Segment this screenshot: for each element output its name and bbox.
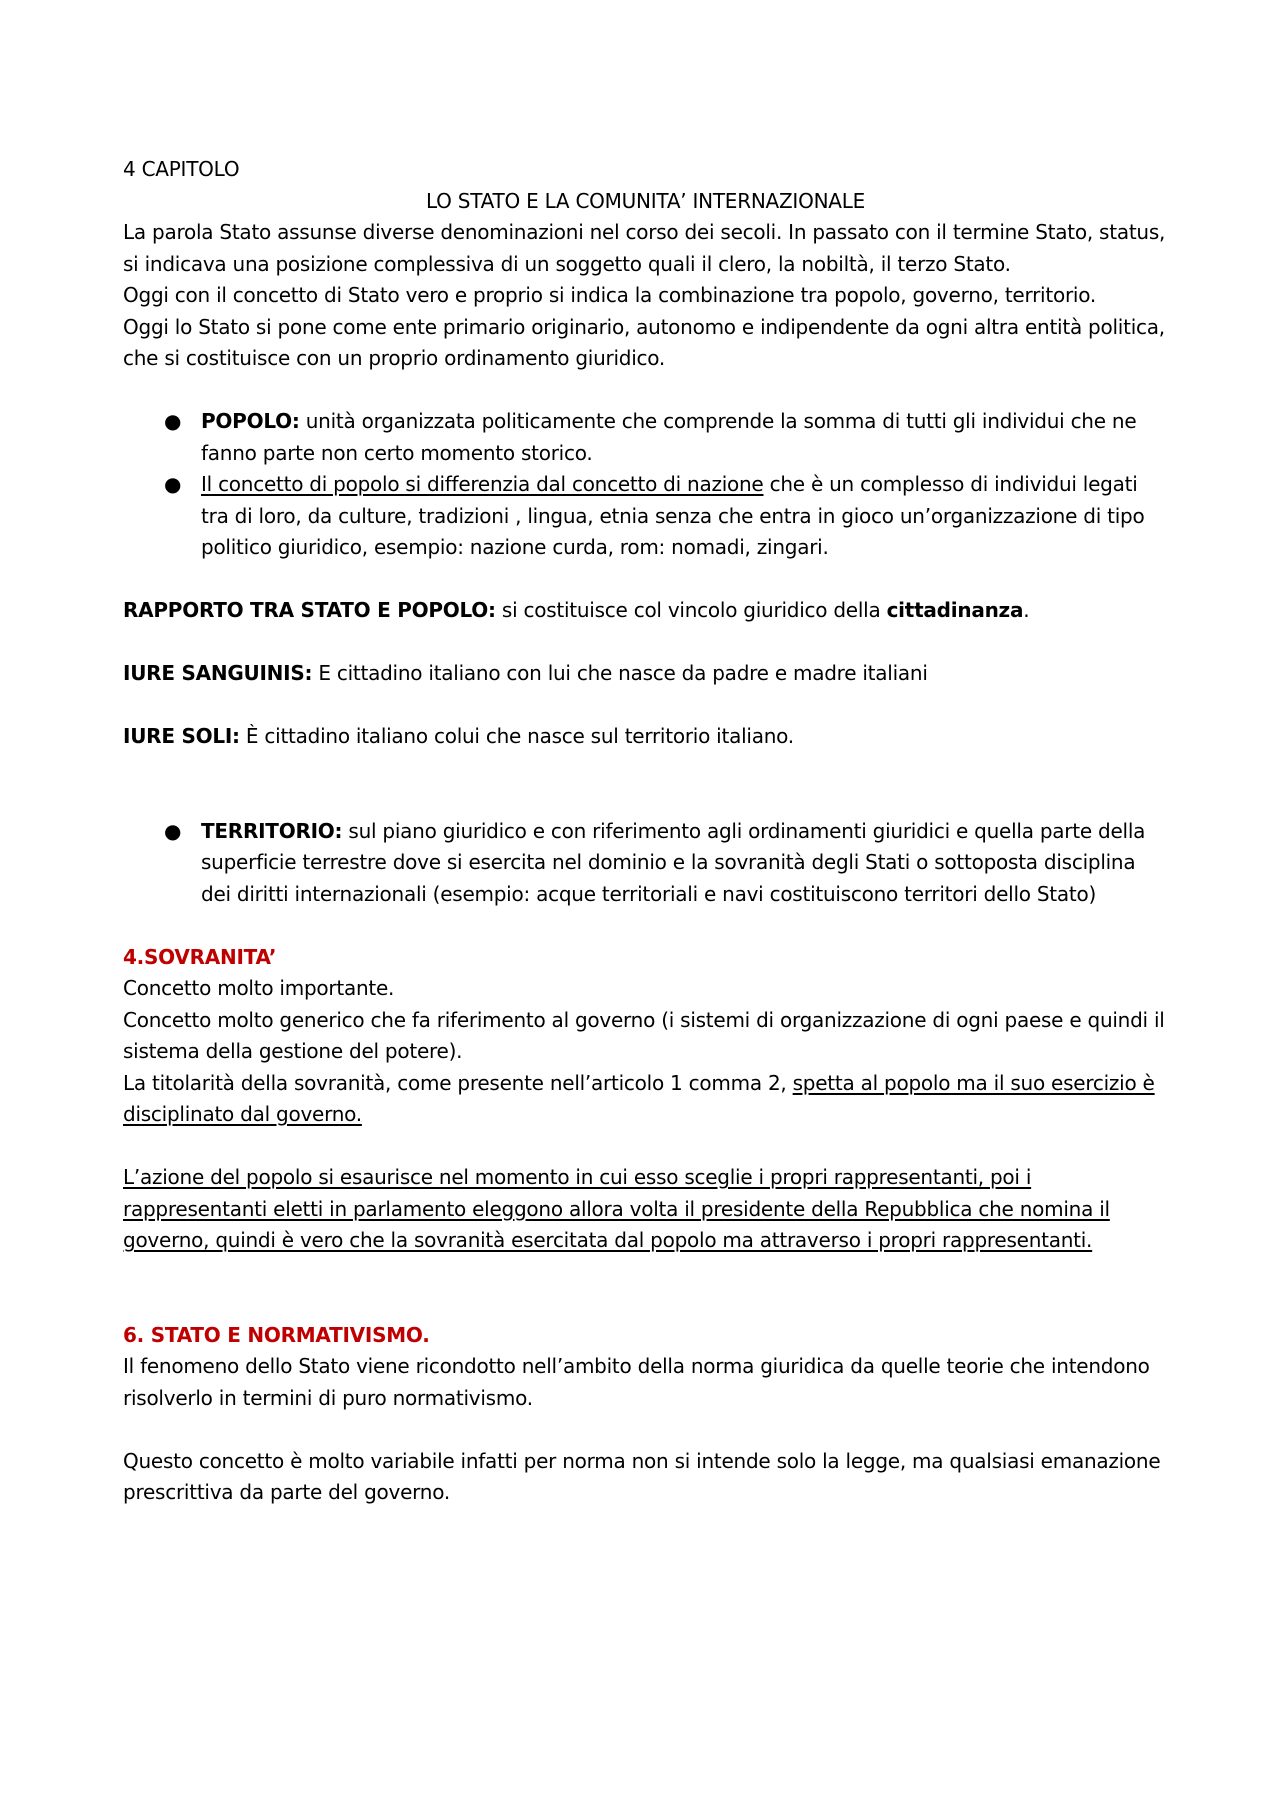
rapporto-text: si costituisce col vincolo giuridico della	[495, 598, 887, 622]
nazione-text: che è un complesso di individui legati tra di loro, da culture, tradizioni , lingua, etnia senza che entra in gioco un’organizzazione di tipo politico giuridico, esempio: nazione curda, rom: nomadi, zingari.	[201, 472, 1145, 559]
spacer	[123, 375, 1168, 407]
spacer	[123, 1414, 1168, 1446]
territorio-label: TERRITORIO:	[201, 818, 343, 843]
spacer	[123, 1131, 1168, 1163]
sovranita-paragraph-1: Concetto molto importante.	[123, 976, 395, 1000]
soli-text: È cittadino italiano colui che nasce sul territorio italiano.	[239, 724, 794, 748]
spacer	[123, 690, 1168, 722]
bullet-list-territorio	[123, 816, 1168, 911]
sovranita-heading: 4.SOVRANITA’	[123, 944, 277, 969]
bullet-icon: ●	[164, 472, 182, 496]
territorio-text: sul piano giuridico e con riferimento agli ordinamenti giuridici e quella parte della superficie terrestre dove si esercita nel dominio e la sovranità degli Stati o sottoposta disciplina dei diritti internazionali (esempio: acque territoriali e navi costituiscono territori dello Stato)	[201, 818, 1146, 906]
spacer	[123, 1288, 1168, 1320]
sovranita-paragraph-4: L’azione del popolo si esaurisce nel momento in cui esso sceglie i propri rappresentanti, poi i rappresentanti eletti in parlamento eleggono allora volta il presidente della Repubblica che nomina il governo, quindi è vero che la sovranità esercitata dal popolo ma attraverso i propri rappresentanti.	[123, 1165, 1110, 1252]
normativismo-paragraph-1: Il fenomeno dello Stato viene ricondotto nell’ambito della norma giuridica da quelle teorie che intendono risolverlo in termini di puro normativismo.	[123, 1354, 1150, 1410]
soli-paragraph	[123, 721, 1168, 753]
bullet-item-territorio	[123, 816, 1168, 911]
rapporto-period: .	[1023, 598, 1030, 622]
sovranita-p3-underlined: spetta al popolo ma il suo esercizio è disciplinato dal governo.	[123, 1070, 1155, 1126]
nazione-underlined: Il concetto di popolo si differenzia dal concetto di nazione	[201, 472, 764, 496]
bullet-item-popolo	[123, 406, 1168, 469]
spacer	[123, 753, 1168, 785]
rapporto-bold-term: cittadinanza	[886, 598, 1024, 622]
spacer	[123, 564, 1168, 596]
chapter-label: 4 CAPITOLO	[123, 157, 240, 181]
sovranita-paragraph-3	[123, 1068, 1168, 1131]
normativismo-paragraph-2: Questo concetto è molto variabile infatti per norma non si intende solo la legge, ma qualsiasi emanazione prescrittiva da parte del governo.	[123, 1448, 1161, 1504]
bullet-item-nazione	[123, 469, 1168, 564]
popolo-label: POPOLO:	[201, 409, 300, 433]
sovranita-paragraph-2: Concetto molto generico che fa riferimento al governo (i sistemi di organizzazione di ogni paese e quindi il sistema della gestione del potere).	[123, 1007, 1165, 1063]
intro-paragraph-1: La parola Stato assunse diverse denominazioni nel corso dei secoli. In passato con il termine Stato, status, si indicava una posizione complessiva di un soggetto quali il clero, la nobiltà, il terzo Stato.	[123, 220, 1166, 276]
rapporto-paragraph	[123, 595, 1168, 627]
document-title: LO STATO E LA COMUNITA’ INTERNAZIONALE	[425, 188, 865, 213]
rapporto-label: RAPPORTO TRA STATO E POPOLO:	[123, 598, 496, 622]
intro-paragraph-2: Oggi con il concetto di Stato vero e proprio si indica la combinazione tra popolo, governo, territorio.	[123, 283, 1096, 307]
spacer	[123, 910, 1168, 942]
sanguinis-label: IURE SANGUINIS:	[123, 661, 313, 685]
sovranita-p3-text: La titolarità della sovranità, come presente nell’articolo 1 comma 2,	[123, 1070, 793, 1095]
popolo-text: unità organizzata politicamente che comprende la somma di tutti gli individui che ne fanno parte non certo momento storico.	[201, 409, 1137, 465]
intro-paragraph-3: Oggi lo Stato si pone come ente primario originario, autonomo e indipendente da ogni altra entità politica, che si costituisce con un proprio ordinamento giuridico.	[123, 314, 1165, 370]
normativismo-heading: 6. STATO E NORMATIVISMO.	[123, 1322, 430, 1347]
soli-label: IURE SOLI:	[123, 724, 240, 748]
sanguinis-paragraph	[123, 658, 1168, 690]
bullet-icon: ●	[164, 818, 182, 843]
document-page	[123, 154, 1168, 1509]
bullet-icon: ●	[164, 409, 182, 433]
spacer	[123, 1257, 1168, 1289]
spacer	[123, 784, 1168, 816]
sanguinis-text: E cittadino italiano con lui che nasce da padre e madre italiani	[312, 661, 928, 685]
spacer	[123, 627, 1168, 659]
bullet-list-popolo	[123, 406, 1168, 564]
